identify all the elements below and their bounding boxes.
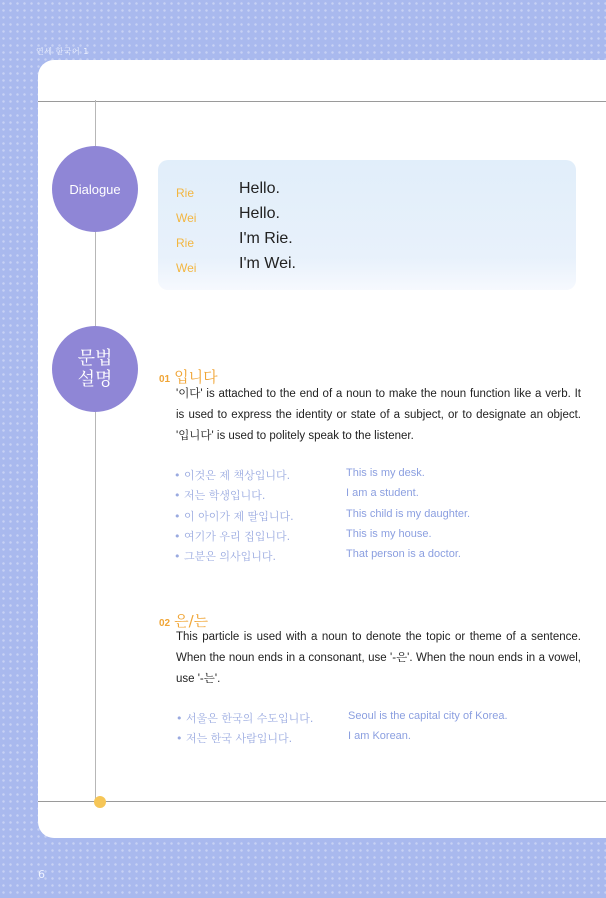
book-title-header: 연세 한국어 1 [36,47,89,56]
example-korean: • 저는 학생입니다. [174,489,266,503]
dialogue-badge [52,146,138,232]
example-english: I am a student. [346,487,419,500]
timeline-dot [94,796,106,808]
example-korean: • 이것은 제 책상입니다. [174,469,291,482]
grammar-label-line2: 설명 [77,369,113,390]
example-english: I am Korean. [348,730,411,743]
dialogue-box [158,160,576,290]
section-number: 01 [159,374,171,385]
example-english: That person is a doctor. [346,548,461,561]
grammar-label-line1: 문법 [77,348,113,369]
dialogue-text: I'm Rie. [239,230,293,247]
dialogue-text: Hello. [239,180,280,197]
page-number: 6 [38,868,45,881]
example-korean: • 저는 한국 사람입니다. [176,732,293,746]
grammar-badge [52,326,138,412]
example-english: This child is my daughter. [346,507,471,520]
example-korean: • 이 아이가 제 딸입니다. [174,509,294,523]
section-number: 02 [159,618,171,629]
speaker-name: Rie [176,186,195,200]
dialogue-text: Hello. [239,205,280,222]
example-korean: • 서울은 한국의 수도입니다. [176,712,314,725]
section-title: 입니다 [174,368,218,386]
section-title: 은/는 [174,612,209,630]
dialogue-text: I'm Wei. [239,255,296,272]
dialogue-label: Dialogue [69,181,121,197]
example-english: This is my house. [346,527,432,540]
speaker-name: Rie [176,236,195,250]
top-divider [38,101,606,102]
example-korean: • 그분은 의사입니다. [174,550,276,564]
section-explanation: '이다' is attached to the end of a noun to make the noun function like a verb. It is used to express the identity or state of a subject, or to designate an object. '입니다' is used to politely speak to the listener. [176,388,581,442]
example-english: Seoul is the capital city of Korea. [348,710,508,722]
speaker-name: Wei [176,211,197,225]
bottom-divider [38,801,606,802]
section-explanation: This particle is used with a noun to denote the topic or theme of a sentence. When the noun ends in a consonant, use '-은'. When the noun ends in a vowel, use '-는'. [176,631,581,685]
speaker-name: Wei [176,261,197,275]
example-korean: • 여기가 우리 집입니다. [174,529,291,543]
example-english: This is my desk. [346,467,425,479]
